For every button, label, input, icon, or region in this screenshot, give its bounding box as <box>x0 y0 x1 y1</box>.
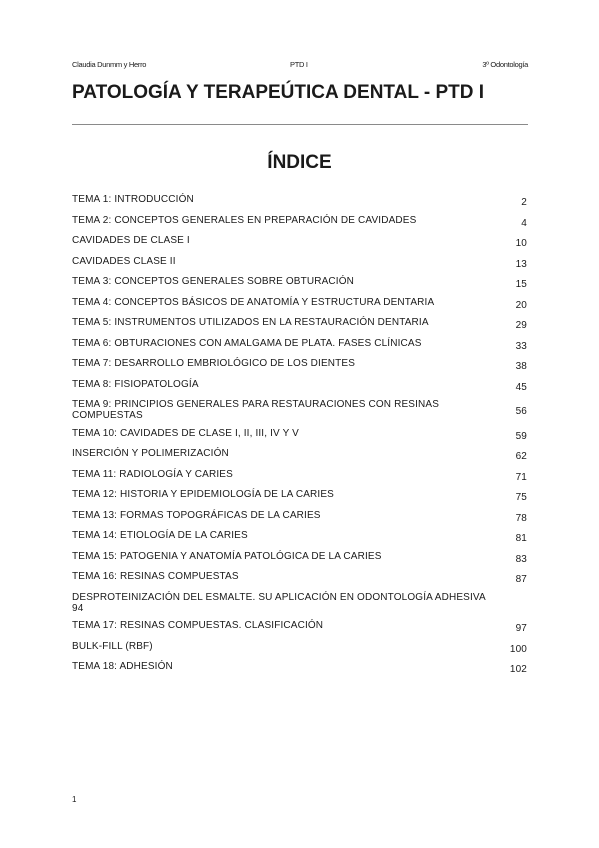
toc-entry[interactable] <box>72 317 527 331</box>
toc-entry[interactable] <box>72 551 527 565</box>
toc-entry[interactable] <box>72 256 527 270</box>
header-year: 3º Odontología <box>482 60 528 69</box>
toc-entry[interactable] <box>72 620 527 634</box>
page-header <box>72 60 528 72</box>
page-number: 1 <box>72 795 77 804</box>
table-of-contents <box>72 194 527 682</box>
toc-entry-page: 83 <box>515 553 527 565</box>
toc-entry-page: 100 <box>509 643 527 655</box>
toc-entry[interactable] <box>72 358 527 372</box>
toc-entry[interactable] <box>72 510 527 524</box>
toc-entry-title: TEMA 1: INTRODUCCIÓN <box>72 194 194 205</box>
document-title: PATOLOGÍA Y TERAPEÚTICA DENTAL - PTD I <box>72 82 485 103</box>
toc-entry-title: TEMA 12: HISTORIA Y EPIDEMIOLOGÍA DE LA CARIES <box>72 489 334 500</box>
toc-entry-page: 62 <box>515 451 527 462</box>
toc-entry-page: 33 <box>515 340 527 352</box>
toc-entry-title: TEMA 3: CONCEPTOS GENERALES SOBRE OBTURACIÓN <box>72 276 355 287</box>
toc-entry-page: 78 <box>515 512 527 524</box>
toc-entry-page: 87 <box>515 574 527 585</box>
title-divider <box>72 124 528 125</box>
toc-entry-title: TEMA 14: ETIOLOGÍA DE LA CARIES <box>72 530 248 541</box>
toc-entry-title: CAVIDADES CLASE II <box>72 255 176 267</box>
toc-entry-title: TEMA 5: INSTRUMENTOS UTILIZADOS EN LA RESTAURACIÓN DENTARIA <box>72 317 429 328</box>
toc-entry[interactable] <box>72 592 527 614</box>
toc-entry[interactable] <box>72 571 527 585</box>
toc-entry-page: 81 <box>515 533 527 544</box>
toc-entry-title: TEMA 13: FORMAS TOPOGRÁFICAS DE LA CARIES <box>72 509 321 521</box>
toc-entry-title: TEMA 4: CONCEPTOS BÁSICOS DE ANATOMÍA Y ESTRUCTURA DENTARIA <box>72 296 435 308</box>
toc-entry-page: 4 <box>521 217 527 229</box>
toc-entry[interactable] <box>72 469 527 483</box>
toc-entry-title: TEMA 6: OBTURACIONES CON AMALGAMA DE PLATA. FASES CLÍNICAS <box>72 337 422 349</box>
toc-entry[interactable] <box>72 530 527 544</box>
toc-entry[interactable] <box>72 448 527 462</box>
toc-entry-page: 94 <box>72 602 84 614</box>
header-author: Claudia Dunmm y Herro <box>72 60 147 69</box>
toc-entry[interactable] <box>72 641 527 655</box>
toc-entry[interactable] <box>72 235 527 249</box>
toc-entry-title: CAVIDADES DE CLASE I <box>72 235 190 246</box>
toc-entry-page: 13 <box>515 258 527 270</box>
toc-entry[interactable] <box>72 194 527 208</box>
toc-entry-page: 97 <box>515 623 527 634</box>
toc-entry-page: 29 <box>515 320 527 331</box>
toc-entry-title: DESPROTEINIZACIÓN DEL ESMALTE. SU APLICACIÓN EN ODONTOLOGÍA ADHESIVA <box>72 591 486 603</box>
toc-entry-page: 56 <box>515 406 527 417</box>
toc-entry-page: 71 <box>515 471 527 483</box>
toc-entry-title: TEMA 2: CONCEPTOS GENERALES EN PREPARACIÓN DE CAVIDADES <box>72 214 417 226</box>
toc-entry[interactable] <box>72 661 527 675</box>
toc-entry-page: 20 <box>515 299 527 311</box>
toc-entry-title: TEMA 17: RESINAS COMPUESTAS. CLASIFICACIÓN <box>72 620 324 631</box>
toc-entry-page: 15 <box>515 279 527 290</box>
header-course: PTD I <box>290 60 308 69</box>
toc-entry[interactable] <box>72 379 527 393</box>
toc-entry-page: 75 <box>515 492 527 503</box>
toc-entry-title: TEMA 8: FISIOPATOLOGÍA <box>72 378 199 390</box>
toc-entry-title: TEMA 11: RADIOLOGÍA Y CARIES <box>72 468 233 480</box>
toc-entry-page: 45 <box>515 381 527 393</box>
toc-entry[interactable] <box>72 215 527 229</box>
toc-entry-title: TEMA 18: ADHESIÓN <box>72 661 173 672</box>
toc-entry[interactable] <box>72 338 527 352</box>
toc-entry-title: TEMA 9: PRINCIPIOS GENERALES PARA RESTAURACIONES CON RESINAS COMPUESTAS <box>72 399 440 421</box>
toc-entry-page: 59 <box>515 430 527 442</box>
toc-entry[interactable] <box>72 428 527 442</box>
toc-entry-title: TEMA 16: RESINAS COMPUESTAS <box>72 571 239 582</box>
toc-entry-page: 2 <box>521 197 527 208</box>
toc-entry-page: 10 <box>515 238 527 249</box>
toc-entry-title: TEMA 15: PATOGENIA Y ANATOMÍA PATOLÓGICA DE LA CARIES <box>72 550 382 562</box>
toc-entry[interactable] <box>72 276 527 290</box>
index-heading: ÍNDICE <box>267 152 332 173</box>
toc-entry[interactable] <box>72 297 527 311</box>
toc-entry-page: 38 <box>515 361 527 372</box>
toc-entry-title: BULK-FILL (RBF) <box>72 640 153 652</box>
toc-entry[interactable] <box>72 489 527 503</box>
toc-entry-title: TEMA 10: CAVIDADES DE CLASE I, II, III, IV Y V <box>72 427 299 439</box>
toc-entry[interactable] <box>72 399 527 421</box>
toc-entry-page: 102 <box>509 664 527 675</box>
toc-entry-title: TEMA 7: DESARROLLO EMBRIOLÓGICO DE LOS DIENTES <box>72 358 356 369</box>
toc-entry-title: INSERCIÓN Y POLIMERIZACIÓN <box>72 448 229 459</box>
